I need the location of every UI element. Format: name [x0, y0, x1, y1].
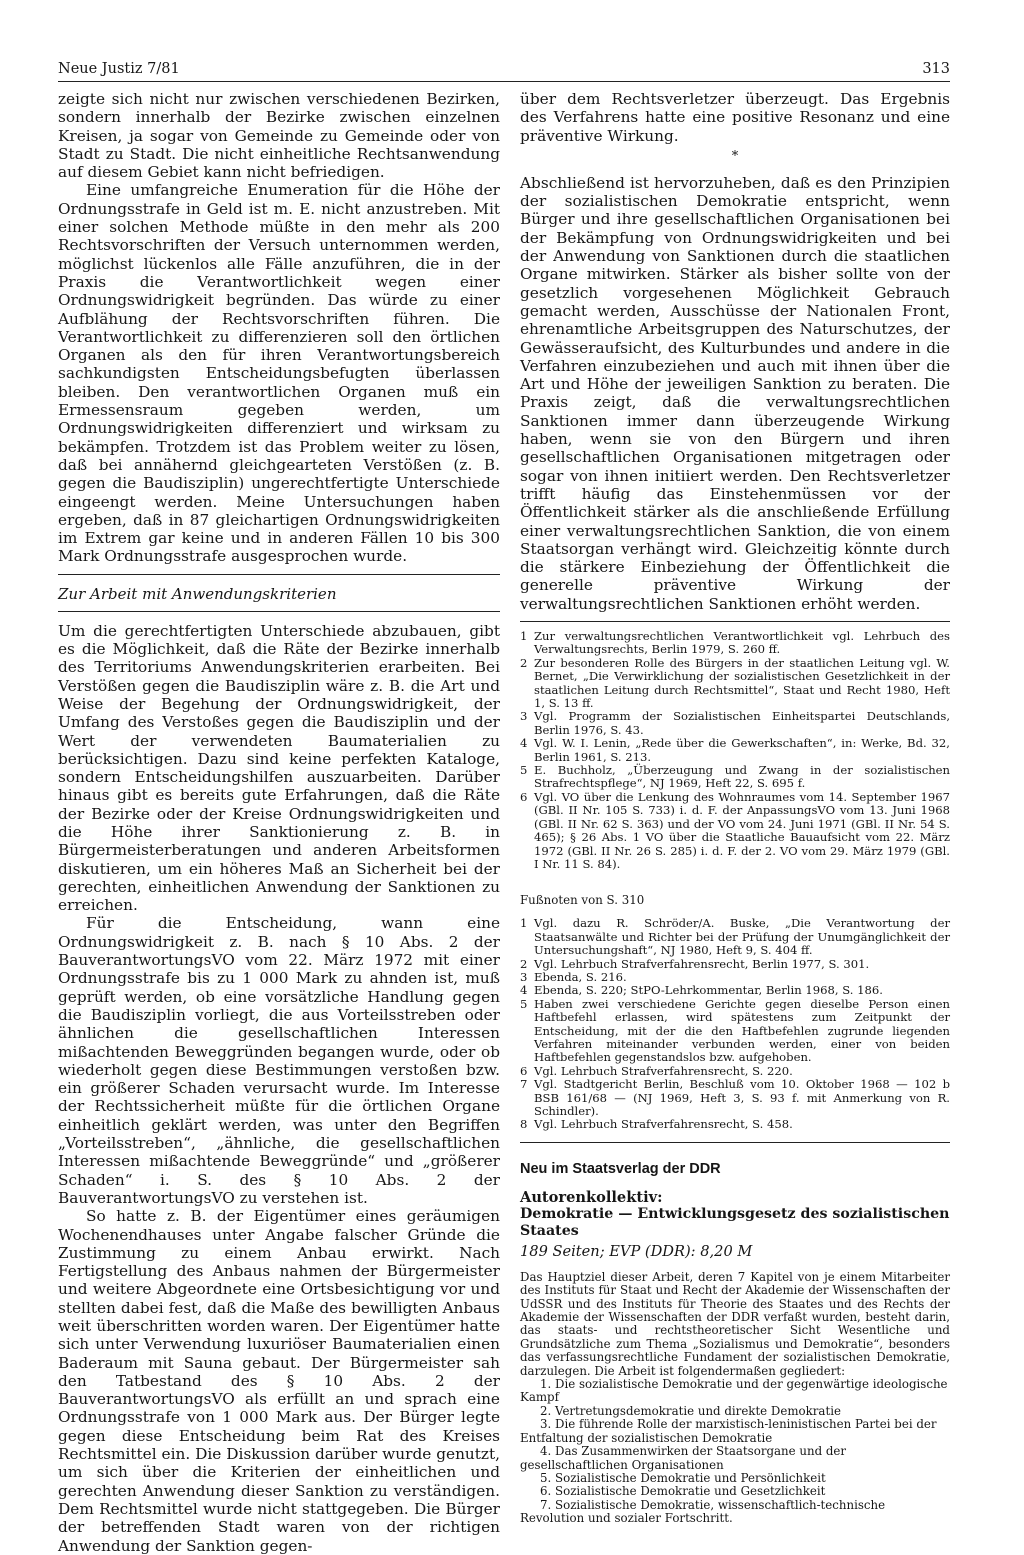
- publisher-divider: [520, 1142, 950, 1143]
- footnote: [520, 958, 950, 971]
- footnote: [520, 1118, 950, 1131]
- footnotes-page-310: [520, 917, 950, 1132]
- footnote-text: Vgl. W. I. Lenin, „Rede über die Gewerkschaften“, in: Werke, Bd. 32, Berlin 1961, S. 213.: [534, 736, 950, 764]
- paragraph: So hatte z. B. der Eigentümer eines geräumigen Wochenendhauses unter Angabe falscher Gründe die Zustimmung zu einem Anbau erwirkt. Nach Fertigstellung des Anbaus nahmen der Bürgermeister und weitere Abgeordnete eine Ortsbesichtigung vor und stellten dabei fest, daß die Maße des bewilligten Anbaus weit überschritten worden waren. Der Eigentümer hatte sich unter Verwendung luxuriöser Baumaterialien einen Baderaum mit Sauna gebaut. Der Bürgermeister sah den Tatbestand des § 10 Abs. 2 der BauverantwortungsVO als erfüllt an und sprach eine Ordnungsstrafe von 1 000 Mark aus. Der Bürger legte gegen diese Entscheidung beim Rat des Kreises Rechtsmittel ein. Die Diskussion darüber wurde genutzt, um sich über die Kriterien der einheitlichen und gerechten Anwendung dieser Sanktion zu verständigen. Dem Rechtsmittel wurde nicht stattgegeben. Die Bürger der betreffenden Stadt waren von der richtigen Anwendung der Sanktion gegen-: [58, 1207, 500, 1555]
- book-title: Demokratie — Entwicklungsgesetz des sozialistischen Staates: [520, 1205, 950, 1239]
- chapter-item: 4. Das Zusammenwirken der Staatsorgane und der gesellschaftlichen Organisationen: [520, 1444, 847, 1472]
- book-contents: [520, 1378, 950, 1525]
- chapter-item: 5. Sozialistische Demokratie und Persönlichkeit: [540, 1470, 826, 1485]
- footnote: [520, 630, 950, 657]
- footnote-number: 1: [520, 916, 528, 931]
- footnote-text: Ebenda, S. 220; StPO-Lehrkommentar, Berlin 1968, S. 186.: [534, 983, 883, 998]
- footnote: [520, 791, 950, 871]
- footnote-number: 2: [520, 655, 528, 670]
- footnote-number: 5: [520, 996, 528, 1011]
- footnotes: [520, 630, 950, 871]
- footnote-text: Vgl. dazu R. Schröder/A. Buske, „Die Verantwortung der Staatsanwälte und Richter bei der Prüfung der Unumgänglichkeit der Untersuchungshaft“, NJ 1980, Heft 9, S. 404 ff.: [534, 916, 950, 958]
- book-author: Autorenkollektiv:: [520, 1188, 663, 1206]
- paragraph: Um die gerechtfertigten Unterschiede abzubauen, gibt es die Möglichkeit, daß die Räte der Bezirke innerhalb des Territoriums Anwendungskriterien erarbeiten. Bei Verstößen gegen die Baudisziplin wäre z. B. die Art und Weise der Begehung der Ordnungswidrigkeit, der Umfang des Verstoßes gegen die Baudisziplin und der Wert der verwendeten Baumaterialien zu berücksichtigen. Dazu sind keine perfekten Kataloge, sondern Entscheidungshilfen auszuarbeiten. Darüber hinaus gibt es bereits gute Erfahrungen, daß die Räte der Bezirke oder der Kreise Ordnungswidrigkeiten und die Höhe ihrer Sanktionierung z. B. in Bürgermeisterberatungen und anderen Arbeitsformen diskutieren, um ein höheres Maß an Sicherheit bei der gerechten, einheitlichen Anwendung der Sanktionen zu erreichen.: [58, 621, 500, 915]
- footnote-number: 3: [520, 969, 528, 984]
- footnote: [520, 1065, 950, 1078]
- footnote: [520, 764, 950, 791]
- footnote-text: Ebenda, S. 216.: [534, 969, 627, 984]
- page-header: [58, 59, 950, 82]
- footnote-number: 7: [520, 1077, 528, 1092]
- footnote: [520, 984, 950, 997]
- section-separator: *: [731, 148, 739, 164]
- paragraph: Für die Entscheidung, wann eine Ordnungswidrigkeit z. B. nach § 10 Abs. 2 der BauverantwortungsVO vom 22. März 1972 mit einer Ordnungsstrafe bis zu 1 000 Mark zu ahnden ist, muß geprüft werden, ob eine vorsätzliche Handlung gegen die Baudisziplin vorliegt, die aus Vorteilsstreben oder ähnlichen die gesellschaftlichen Interessen mißachtenden Beweggründen begangen wurde, oder ob wiederholt gegen diese Bestimmungen verstoßen bzw. ein größerer Schaden verursacht wurde. Im Interesse der Rechtssicherheit müßte für die örtlichen Organe einheitlich geklärt werden, was unter den Begriffen „Vorteilsstreben“, „ähnliche, die gesellschaftlichen Interessen mißachtende Beweggründe“ und „größerer Schaden“ i. S. des § 10 Abs. 2 der BauverantwortungsVO zu verstehen ist.: [58, 914, 500, 1207]
- footnote-text: Vgl. Lehrbuch Strafverfahrensrecht, Berlin 1977, S. 301.: [534, 956, 870, 971]
- chapter-item: 3. Die führende Rolle der marxistisch-leninistischen Partei bei der Entfaltung der sozialistischen Demokratie: [520, 1417, 937, 1445]
- footnote: [520, 657, 950, 711]
- footnote-number: 5: [520, 763, 528, 778]
- footnote: [520, 737, 950, 764]
- footnote-number: 4: [520, 983, 528, 998]
- footnote-text: E. Buchholz, „Überzeugung und Zwang in der sozialistischen Strafrechtspflege“, NJ 1969, Heft 22, S. 695 f.: [534, 763, 950, 791]
- book-price-pages: 189 Seiten; EVP (DDR): 8,20 M: [520, 1242, 753, 1260]
- chapter-item: 1. Die sozialistische Demokratie und der gegenwärtige ideologische Kampf: [520, 1377, 948, 1405]
- footnote-text: Haben zwei verschiedene Gerichte gegen dieselbe Person einen Haftbefehl erlassen, wird spätestens zum Zeitpunkt der Entscheidung, mit der die den Haftbefehlen zugrunde liegenden Verfahren miteinander verbunden werden, einer von beiden Haftbefehlen gegenstandslos bzw. aufgehoben.: [534, 996, 950, 1065]
- footnote-text: Zur verwaltungsrechtlichen Verantwortlichkeit vgl. Lehrbuch des Verwaltungsrechts, Berlin 1979, S. 260 ff.: [534, 629, 950, 657]
- footnote: [520, 1078, 950, 1118]
- journal-issue: Neue Justiz 7/81: [58, 61, 180, 77]
- section-divider: [58, 611, 500, 612]
- footnotes-heading: Fußnoten von S. 310: [520, 893, 645, 908]
- page-number: 313: [922, 61, 950, 77]
- right-column: [520, 90, 950, 1526]
- paragraph: zeigte sich nicht nur zwischen verschiedenen Bezirken, sondern innerhalb der Bezirke zwischen einzelnen Kreisen, ja sogar von Gemeinde zu Gemeinde oder von Stadt zu Stadt. Die nicht einheitliche Rechtsanwendung auf diesem Gebiet kann nicht befriedigen.: [58, 90, 500, 182]
- book-description: Das Hauptziel dieser Arbeit, deren 7 Kapitel von je einem Mitarbeiter des Instituts für Staat und Recht der Akademie der Wissenschaften der UdSSR und des Instituts für Theorie des Staates und des Rechts der Akademie der Wissenschaften der DDR verfaßt wurden, besteht darin, das staats- und rechtstheoretischer Sicht Wesentliche und Grundsätzliche zum Thema „Sozialismus und Demokratie“, besonders das verfassungsrechtliche Fundament der sozialistischen Demokratie, darzulegen. Die Arbeit ist folgendermaßen gegliedert:: [520, 1269, 950, 1378]
- footnote-text: Vgl. Lehrbuch Strafverfahrensrecht, S. 458.: [534, 1117, 793, 1132]
- footnote: [520, 998, 950, 1065]
- footnote-number: 4: [520, 736, 528, 751]
- footnote-text: Vgl. Stadtgericht Berlin, Beschluß vom 10. Oktober 1968 — 102 b BSB 161/68 — (NJ 1969, Heft 3, S. 93 f. mit Anmerkung von R. Schindler).: [534, 1077, 950, 1119]
- paragraph: Eine umfangreiche Enumeration für die Höhe der Ordnungsstrafe in Geld ist m. E. nicht anzustreben. Mit einer solchen Methode müßte in den mehr als 200 Rechtsvorschriften der Versuch unternommen werden, möglichst lückenlos alle Fälle anzuführen, die in der Praxis die Verantwortlichkeit wegen einer Ordnungswidrigkeit begründen. Das würde zu einer Aufblähung der Rechtsvorschriften führen. Die Verantwortlichkeit zu differenzieren soll den örtlichen Organen als den für ihren Verantwortungsbereich sachkundigsten Entscheidungsbefugten überlassen bleiben. Den verantwortlichen Organen muß ein Ermessensraum gegeben werden, um Ordnungswidrigkeiten differenziert und wirksam zu bekämpfen. Trotzdem ist das Problem weiter zu lösen, daß bei annähernd gleichgearteten Verstößen (z. B. gegen die Baudisziplin) ungerechtfertigte Unterschiede eingeengt werden. Meine Untersuchungen haben ergeben, daß in 87 gleichartigen Ordnungswidrigkeiten im Extrem gar keine und in anderen Fällen 10 bis 300 Mark Ordnungsstrafe ausgesprochen wurde.: [58, 181, 500, 566]
- footnote-text: Vgl. VO über die Lenkung des Wohnraumes vom 14. September 1967 (GBl. II Nr. 105 S. 733) i. d. F. der AnpassungsVO vom 13. Juni 1968 (GBl. II Nr. 62 S. 363) und der VO vom 24. Juni 1971 (GBl. II Nr. 54 S. 465); § 26 Abs. 1 VO über die Staatliche Bauaufsicht vom 22. März 1972 (GBl. II Nr. 26 S. 285) i. d. F. der 2. VO vom 29. März 1979 (GBl. I Nr. 11 S. 84).: [534, 789, 950, 871]
- footnote-text: Zur besonderen Rolle des Bürgers in der staatlichen Leitung vgl. W. Bernet, „Die Verwirklichung der sozialistischen Gesetzlichkeit in der staatlichen Leitung durch Rechtsmittel“, Staat und Recht 1980, Heft 1, S. 13 ff.: [534, 655, 950, 711]
- publisher-heading: Neu im Staatsverlag der DDR: [520, 1160, 721, 1177]
- chapter-item: 2. Vertretungsdemokratie und direkte Demokratie: [540, 1403, 841, 1418]
- footnote-divider: [520, 621, 950, 622]
- footnote-text: Vgl. Programm der Sozialistischen Einheitspartei Deutschlands, Berlin 1976, S. 43.: [534, 709, 950, 737]
- footnote-number: 2: [520, 956, 528, 971]
- footnote: [520, 710, 950, 737]
- chapter-item: 6. Sozialistische Demokratie und Gesetzlichkeit: [540, 1484, 826, 1499]
- footnote: [520, 971, 950, 984]
- footnote-number: 6: [520, 1063, 528, 1078]
- paragraph: Abschließend ist hervorzuheben, daß es den Prinzipien der sozialistischen Demokratie entspricht, wenn Bürger und ihre gesellschaftlichen Organisationen bei der Bekämpfung von Ordnungswidrigkeiten und bei der Anwendung von Sanktionen durch die staatlichen Organe mitwirken. Stärker als bisher sollte von der gesetzlich vorgesehenen Möglichkeit Gebrauch gemacht werden, Ausschüsse der Nationalen Front, ehrenamtliche Arbeitsgruppen des Naturschutzes, der Gewässeraufsicht, des Kulturbundes und andere in die Verfahren einzubeziehen und auch mit ihnen über die Art und Höhe der jeweiligen Sanktion zu beraten. Die Praxis zeigt, daß die verwaltungsrechtlichen Sanktionen immer dann überzeugende Wirkung haben, wenn sie von den Bürgern und ihren gesellschaftlichen Organisationen mitgetragen oder sogar von ihnen initiiert werden. Den Rechtsverletzer trifft häufig das Einstehenmüssen vor der Öffentlichkeit stärker als die anschließende Erfüllung einer verwaltungsrechtlichen Sanktion, die von einem Staatsorgan verhängt wird. Gleichzeitig könnte durch die stärkere Einbeziehung der Öffentlichkeit die generelle präventive Wirkung der verwaltungsrechtlichen Sanktionen erhöht werden.: [520, 173, 950, 613]
- section-heading: Zur Arbeit mit Anwendungskriterien: [58, 584, 337, 603]
- footnote: [520, 917, 950, 957]
- chapter-item: 7. Sozialistische Demokratie, wissenschaftlich-technische Revolution und sozialer Fortschritt.: [520, 1497, 886, 1526]
- footnote-number: 8: [520, 1117, 528, 1132]
- footnote-text: Vgl. Lehrbuch Strafverfahrensrecht, S. 220.: [534, 1063, 793, 1078]
- footnote-number: 6: [520, 789, 528, 804]
- footnote-number: 3: [520, 709, 528, 724]
- left-column: [58, 90, 500, 1555]
- paragraph: über dem Rechtsverletzer überzeugt. Das Ergebnis des Verfahrens hatte eine positive Resonanz und eine präventive Wirkung.: [520, 90, 950, 145]
- footnote-number: 1: [520, 629, 528, 644]
